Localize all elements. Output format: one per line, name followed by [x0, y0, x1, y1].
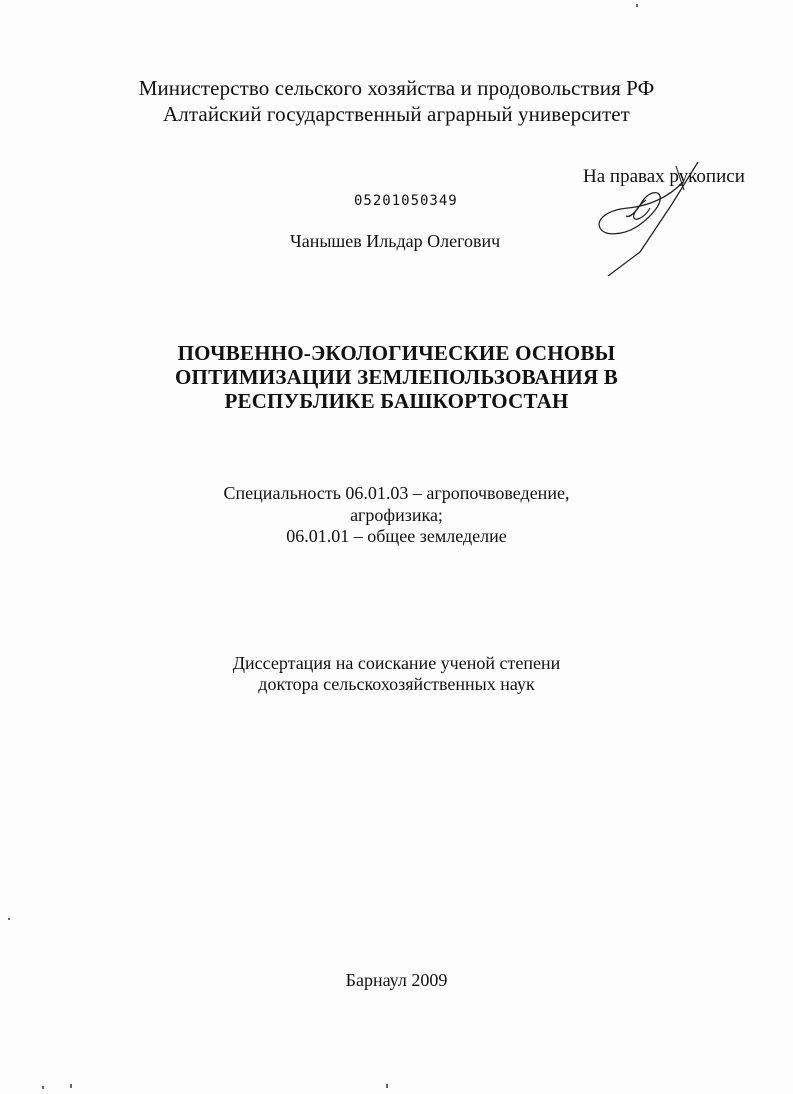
scan-speck	[636, 4, 638, 7]
scan-speck	[70, 1084, 72, 1088]
ministry-name: Министерство сельского хозяйства и продовольствия РФ	[138, 76, 655, 100]
author-name: Чанышев Ильдар Олегович	[290, 231, 501, 251]
handwritten-signature	[588, 160, 718, 280]
specialty-line-3: 06.01.01 – общее земледелие	[286, 526, 507, 546]
specialty-line-1: Специальность 06.01.03 – агропочвоведение,	[223, 483, 570, 503]
scan-speck	[8, 918, 10, 920]
archive-code: 05201050349	[354, 193, 458, 209]
degree-line-1: Диссертация на соискание ученой степени	[232, 653, 561, 673]
university-name: Алтайский государственный аграрный университет	[163, 102, 630, 126]
degree-line-2: доктора сельскохозяйственных наук	[258, 674, 535, 694]
scan-speck	[386, 1084, 388, 1088]
dissertation-title-line-2: ОПТИМИЗАЦИИ ЗЕМЛЕПОЛЬЗОВАНИЯ В	[175, 365, 618, 389]
city-year: Барнаул 2009	[345, 970, 448, 990]
dissertation-title-line-3: РЕСПУБЛИКЕ БАШКОРТОСТАН	[224, 389, 569, 413]
specialty-line-2: агрофизика;	[350, 505, 443, 525]
dissertation-title-line-1: ПОЧВЕННО-ЭКОЛОГИЧЕСКИЕ ОСНОВЫ	[177, 341, 616, 365]
scan-speck	[42, 1086, 44, 1089]
manuscript-rights-note: На правах рукописи	[583, 166, 745, 187]
